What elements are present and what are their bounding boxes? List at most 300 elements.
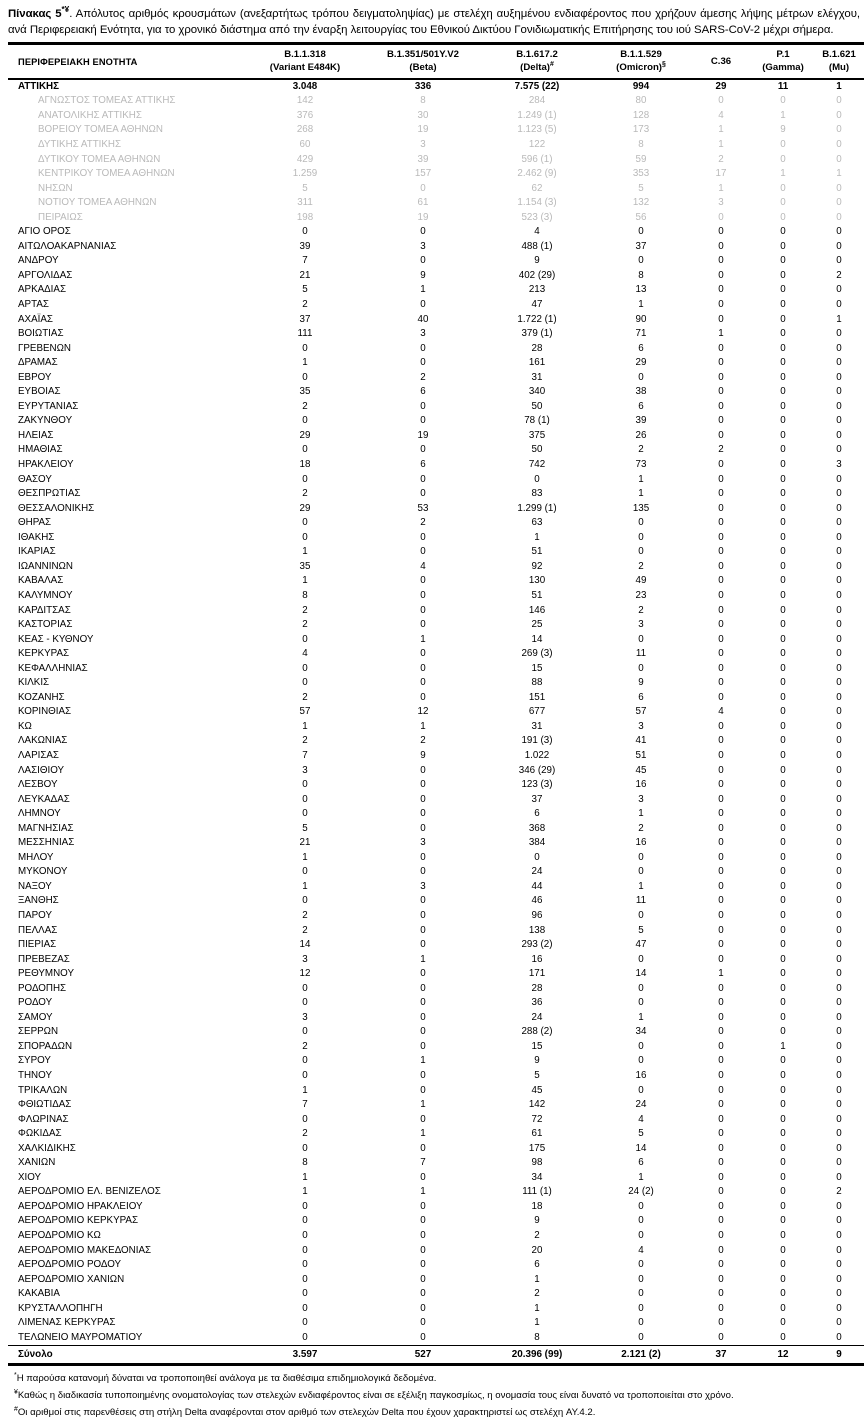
row-value: 0 [836, 1259, 842, 1271]
table-row [8, 982, 864, 997]
row-value: 16 [635, 779, 647, 791]
row-value: 3 [718, 197, 724, 209]
row-value: 1 [534, 1273, 540, 1285]
row-value: 3 [302, 953, 308, 965]
row-value: 6 [420, 459, 426, 471]
row-value: 0 [780, 342, 786, 354]
row-value: 31 [531, 371, 543, 383]
row-label: ΒΟΙΩΤΙΑΣ [18, 328, 64, 340]
row-value: 1 [718, 139, 724, 150]
row-label: ΑΕΡΟΔΡΟΜΙΟ ΡΟΔΟΥ [18, 1259, 122, 1271]
row-value: 0 [302, 866, 308, 878]
table-caption [8, 6, 860, 38]
row-value: 24 [531, 1011, 543, 1023]
row-value: 0 [718, 982, 724, 994]
row-value: 0 [420, 793, 426, 805]
row-value: 3 [302, 1011, 308, 1023]
row-value: 0 [718, 808, 724, 820]
row-value: 60 [299, 139, 311, 150]
row-value: 34 [635, 1026, 647, 1038]
row-value: 0 [780, 793, 786, 805]
row-value: 0 [718, 880, 724, 892]
row-label: ΑΧΑΪΑΣ [18, 313, 53, 325]
row-value: 0 [836, 1026, 842, 1038]
row-label: ΑΤΤΙΚΗΣ [18, 80, 59, 92]
row-value: 311 [297, 197, 313, 209]
row-value: 1.299 (1) [517, 502, 557, 514]
row-label: ΛΕΣΒΟΥ [18, 779, 58, 791]
row-value: 0 [718, 1230, 724, 1242]
row-value: 0 [780, 1128, 786, 1140]
row-value: 0 [718, 1142, 724, 1154]
table-row [8, 502, 864, 517]
row-value: 1 [638, 473, 644, 485]
row-value: 0 [718, 1259, 724, 1271]
row-value: 0 [836, 429, 842, 441]
row-value: 29 [635, 357, 647, 369]
row-value: 7 [302, 1099, 308, 1111]
row-value: 30 [417, 109, 429, 121]
row-value: 138 [528, 924, 546, 936]
row-value: 3 [420, 139, 426, 150]
row-value: 0 [534, 473, 540, 485]
row-value: 1 [302, 880, 308, 892]
row-value: 368 [528, 822, 546, 834]
column-header-region [8, 44, 246, 79]
row-label: ΣΕΡΡΩΝ [18, 1026, 59, 1038]
row-value: 0 [836, 546, 842, 558]
row-value: 5 [534, 1070, 540, 1081]
row-value: 37 [635, 240, 647, 252]
row-label: ΑΝΑΤΟΛΙΚΗΣ ΑΤΤΙΚΗΣ [38, 109, 142, 121]
row-value: 0 [780, 357, 786, 369]
row-value: 0 [718, 589, 724, 601]
row-value: 0 [420, 342, 426, 354]
row-value: 90 [635, 313, 647, 325]
row-value: 1 [534, 531, 540, 543]
row-value: 0 [780, 880, 786, 892]
row-value: 62 [531, 182, 543, 194]
table-row [8, 473, 864, 488]
row-value: 0 [638, 633, 644, 645]
footnote-text: Οι αριθμοί στις παρενθέσεις στη στήλη Delta αναφέρονται στον αριθμό των στελεχών Delta που έχουν χαρακτηριστεί ως στελέχη AY.4.2. [17, 1406, 596, 1418]
header-row [8, 44, 864, 79]
row-value: 9 [420, 749, 426, 761]
row-value: 0 [302, 517, 308, 529]
column-header-beta-line1: B.1.351/501Y.V2 [386, 49, 459, 61]
row-label: ΓΡΕΒΕΝΩΝ [18, 342, 72, 354]
row-label: ΤΕΛΩΝΕΙΟ ΜΑΥΡΟΜΑΤΙΟΥ [18, 1331, 143, 1343]
row-value: 0 [420, 473, 426, 485]
row-value: 0 [638, 662, 644, 674]
row-value: 36 [531, 997, 543, 1009]
row-label: ΔΡΑΜΑΣ [18, 357, 58, 369]
row-value: 0 [718, 415, 724, 427]
row-value: 0 [780, 459, 786, 471]
row-value: 0 [780, 444, 786, 456]
row-label: ΦΘΙΩΤΙΔΑΣ [18, 1099, 72, 1111]
row-value: 1 [420, 1055, 426, 1067]
row-label: ΑΕΡΟΔΡΟΜΙΟ ΕΛ. ΒΕΝΙΖΕΛΟΣ [18, 1186, 161, 1198]
row-label: ΚΑΡΔΙΤΣΑΣ [18, 604, 71, 616]
row-value: 73 [635, 459, 647, 471]
row-value: 0 [718, 677, 724, 689]
row-value: 0 [836, 1230, 842, 1242]
row-value: 25 [531, 619, 543, 631]
row-value: 0 [420, 1113, 426, 1125]
row-value: 0 [718, 1317, 724, 1329]
row-value: 0 [836, 226, 842, 238]
row-value: 3.048 [292, 80, 318, 92]
row-value: 3 [836, 459, 842, 471]
row-value: 51 [635, 749, 647, 761]
row-value: 0 [836, 793, 842, 805]
caption-label-superscript: *¥ [61, 5, 70, 15]
row-label: ΕΥΡΥΤΑΝΙΑΣ [18, 400, 79, 412]
row-label: ΛΑΡΙΣΑΣ [18, 749, 59, 761]
row-value: 0 [836, 1099, 842, 1111]
row-value: 24 (2) [628, 1186, 654, 1198]
row-value: 0 [302, 1230, 308, 1242]
row-value: 1 [534, 1317, 540, 1329]
row-value: 0 [302, 1113, 308, 1125]
row-value: 17 [715, 168, 727, 180]
table-row [8, 313, 864, 328]
row-value: 0 [302, 1302, 308, 1314]
footnote-marker: ¥ [14, 1388, 18, 1396]
row-value: 71 [635, 328, 647, 340]
row-value: 21 [299, 269, 311, 281]
row-value: 0 [302, 1055, 308, 1067]
table-row [8, 1258, 864, 1273]
row-value: 0 [302, 633, 308, 645]
row-label: ΚΕΡΚΥΡΑΣ [18, 648, 70, 660]
row-value: 1.154 (3) [517, 197, 557, 209]
table-row [8, 749, 864, 764]
row-value: 21 [299, 837, 311, 849]
table-row [8, 1229, 864, 1244]
row-value: 1 [780, 1040, 786, 1052]
row-value: 0 [836, 1331, 842, 1343]
row-value: 0 [780, 909, 786, 921]
row-value: 0 [302, 371, 308, 383]
row-value: 384 [528, 837, 546, 849]
table-row [8, 589, 864, 604]
row-value: 142 [296, 95, 314, 107]
row-value: 18 [299, 459, 311, 471]
row-value: 1 [836, 80, 842, 92]
row-value: 0 [718, 822, 724, 834]
row-value: 0 [780, 619, 786, 631]
row-label: ΡΟΔΟΠΗΣ [18, 982, 67, 994]
table-row [8, 822, 864, 837]
row-value: 2 [302, 691, 308, 703]
row-value: 0 [420, 400, 426, 412]
row-label: ΑΡΓΟΛΙΔΑΣ [18, 269, 73, 281]
row-value: 0 [302, 444, 308, 456]
row-value: 0 [420, 982, 426, 994]
row-value: 0 [836, 124, 842, 136]
row-value: 1.722 (1) [517, 313, 557, 325]
row-value: 0 [638, 531, 644, 543]
row-value: 0 [836, 531, 842, 543]
row-label: ΚΟΡΙΝΘΙΑΣ [18, 706, 72, 718]
row-value: 1 [780, 109, 786, 121]
row-value: 6 [534, 808, 540, 820]
caption-label: Πίνακας 5 [8, 8, 62, 20]
row-value: 0 [836, 371, 842, 383]
row-value: 0 [718, 997, 724, 1009]
row-value: 0 [780, 735, 786, 747]
row-value: 2 [534, 1288, 540, 1300]
row-label: ΑΓΝΩΣΤΟΣ ΤΟΜΕΑΣ ΑΤΤΙΚΗΣ [38, 95, 176, 107]
row-value: 0 [836, 1171, 842, 1183]
row-value: 15 [531, 1040, 543, 1052]
row-value: 0 [420, 1288, 426, 1300]
row-value: 29 [299, 429, 311, 441]
row-value: 45 [531, 1084, 543, 1096]
row-value: 0 [836, 560, 842, 572]
row-value: 0 [780, 1171, 786, 1183]
row-value: 1 [302, 720, 308, 732]
row-value: 0 [420, 1317, 426, 1329]
row-value: 0 [718, 720, 724, 732]
row-value: 0 [718, 1200, 724, 1212]
table-row [8, 967, 864, 982]
row-value: 0 [780, 386, 786, 398]
table-row [8, 269, 864, 284]
row-label: ΖΑΚΥΝΘΟΥ [18, 415, 73, 427]
total-row-label: Σύνολο [8, 1346, 246, 1365]
row-value: 0 [836, 1040, 842, 1052]
row-value: 40 [417, 313, 429, 325]
table-row [8, 1113, 864, 1128]
row-value: 0 [718, 284, 724, 296]
row-value: 96 [531, 909, 543, 921]
row-value: 0 [780, 648, 786, 660]
row-value: 5 [638, 924, 644, 936]
row-value: 0 [638, 982, 644, 994]
table-row [8, 1287, 864, 1302]
row-value: 3 [302, 764, 308, 776]
table-subrow [8, 182, 864, 197]
row-value: 0 [718, 1055, 724, 1067]
row-value: 994 [632, 80, 650, 92]
footnote [14, 1388, 860, 1405]
row-value: 0 [836, 851, 842, 863]
row-value: 39 [299, 240, 311, 252]
row-value: 0 [718, 575, 724, 587]
row-value: 346 (29) [518, 764, 556, 776]
row-value: 1 [302, 1186, 308, 1198]
row-value: 0 [718, 357, 724, 369]
table-row [8, 880, 864, 895]
table-row [8, 909, 864, 924]
row-value: 0 [780, 1113, 786, 1125]
row-value: 29 [299, 502, 311, 514]
row-value: 0 [718, 1040, 724, 1052]
row-value: 0 [718, 633, 724, 645]
row-value: 0 [836, 357, 842, 369]
row-value: 0 [420, 357, 426, 369]
row-value: 2 [302, 1128, 308, 1140]
row-value: 0 [718, 793, 724, 805]
row-value: 0 [718, 240, 724, 252]
row-value: 0 [420, 895, 426, 907]
row-value: 0 [420, 546, 426, 558]
row-label: ΘΑΣΟΥ [18, 473, 52, 485]
row-value: 4 [420, 560, 426, 572]
row-value: 146 [528, 604, 546, 616]
row-value: 5 [302, 284, 308, 296]
row-value: 0 [420, 1302, 426, 1314]
total-row-b11318: 3.597 [246, 1346, 364, 1365]
table-row [8, 836, 864, 851]
row-value: 12 [417, 706, 429, 718]
row-value: 0 [780, 560, 786, 572]
row-value: 14 [531, 633, 543, 645]
row-value: 0 [302, 1288, 308, 1300]
total-row-beta: 527 [364, 1346, 482, 1365]
row-value: 0 [638, 1273, 644, 1285]
row-value: 0 [836, 1055, 842, 1067]
row-value: 0 [420, 866, 426, 878]
row-value: 19 [417, 211, 429, 223]
row-value: 0 [302, 415, 308, 427]
row-value: 0 [780, 95, 786, 107]
row-value: 1 [836, 168, 842, 180]
row-value: 0 [420, 1259, 426, 1271]
row-value: 0 [718, 1157, 724, 1169]
row-value: 0 [836, 953, 842, 965]
row-value: 0 [836, 473, 842, 485]
row-value: 175 [528, 1142, 546, 1154]
row-value: 5 [638, 1128, 644, 1140]
row-value: 15 [531, 662, 543, 674]
table-row [8, 298, 864, 313]
row-value: 0 [780, 997, 786, 1009]
row-value: 0 [302, 895, 308, 907]
row-value: 0 [780, 895, 786, 907]
row-value: 2 [302, 1040, 308, 1052]
row-value: 0 [638, 1200, 644, 1212]
row-value: 1.123 (5) [517, 124, 557, 136]
row-value: 37 [531, 793, 543, 805]
row-value: 23 [635, 589, 647, 601]
row-value: 0 [420, 589, 426, 601]
row-value: 0 [836, 822, 842, 834]
row-label: ΣΥΡΟΥ [18, 1055, 51, 1067]
table-row [8, 705, 864, 720]
table-row [8, 1200, 864, 1215]
row-value: 0 [836, 1011, 842, 1023]
row-value: 0 [638, 953, 644, 965]
row-value: 1 [718, 124, 724, 136]
row-value: 171 [528, 968, 546, 980]
row-value: 0 [836, 909, 842, 921]
row-label: ΗΛΕΙΑΣ [18, 429, 54, 441]
row-value: 2 [836, 269, 842, 281]
row-value: 0 [780, 779, 786, 791]
row-value: 284 [528, 95, 546, 107]
row-value: 0 [638, 1288, 644, 1300]
row-value: 132 [632, 197, 650, 209]
row-value: 0 [836, 706, 842, 718]
row-value: 9 [638, 677, 644, 689]
row-value: 0 [780, 604, 786, 616]
table-row [8, 1244, 864, 1259]
row-label: ΕΒΡΟΥ [18, 371, 52, 383]
row-value: 0 [836, 619, 842, 631]
row-value: 0 [836, 1288, 842, 1300]
column-header-region-line1: ΠΕΡΙΦΕΡΕΙΑΚΗ ΕΝΟΤΗΤΑ [18, 56, 138, 67]
table-row [8, 1040, 864, 1055]
row-value: 0 [836, 255, 842, 267]
row-label: ΔΥΤΙΚΗΣ ΑΤΤΙΚΗΣ [38, 139, 122, 150]
row-value: 0 [718, 299, 724, 311]
footnote-text: Καθώς η διαδικασία τυποποιημένης ονοματολογίας των στελεχών ενδιαφέροντος είναι σε εξέλιξη παγκοσμίως, η ονομασία τους είναι δυνατό να τροποποιείται στο χρόνο. [17, 1389, 734, 1401]
row-value: 0 [420, 226, 426, 238]
table-row [8, 385, 864, 400]
row-value: 0 [780, 1142, 786, 1154]
row-label: ΑΡΤΑΣ [18, 299, 49, 311]
row-value: 0 [718, 371, 724, 383]
row-value: 2 [420, 517, 426, 529]
row-value: 1 [638, 1011, 644, 1023]
row-value: 7 [302, 255, 308, 267]
footnote [14, 1371, 860, 1388]
row-value: 0 [780, 1055, 786, 1067]
total-row-mu: 9 [814, 1346, 864, 1365]
row-label: ΛΙΜΕΝΑΣ ΚΕΡΚΥΡΑΣ [18, 1317, 116, 1329]
row-value: 16 [635, 837, 647, 849]
row-value: 2 [534, 1230, 540, 1242]
table-row [8, 1084, 864, 1099]
row-value: 0 [836, 444, 842, 456]
row-value: 0 [836, 633, 842, 645]
row-value: 0 [420, 1215, 426, 1227]
row-value: 0 [302, 1273, 308, 1285]
row-value: 0 [302, 531, 308, 543]
row-value: 0 [780, 284, 786, 296]
table-row [8, 414, 864, 429]
row-value: 0 [718, 851, 724, 863]
row-value: 0 [836, 968, 842, 980]
row-value: 0 [836, 299, 842, 311]
row-value: 0 [836, 735, 842, 747]
row-value: 6 [420, 386, 426, 398]
table-row [8, 938, 864, 953]
row-label: ΗΜΑΘΙΑΣ [18, 444, 63, 456]
row-value: 2 [638, 444, 644, 456]
row-value: 0 [302, 677, 308, 689]
row-value: 2 [836, 1186, 842, 1198]
row-value: 19 [417, 124, 429, 136]
row-value: 488 (1) [521, 240, 553, 252]
row-value: 0 [420, 1331, 426, 1343]
table-row [8, 1171, 864, 1186]
row-value: 0 [638, 997, 644, 1009]
row-value: 0 [780, 1302, 786, 1314]
footnotes-block [14, 1371, 860, 1421]
row-value: 2 [302, 400, 308, 412]
row-value: 0 [420, 1142, 426, 1154]
row-value: 16 [635, 1070, 647, 1081]
row-value: 0 [780, 1186, 786, 1198]
row-value: 0 [420, 1171, 426, 1183]
row-value: 0 [638, 255, 644, 267]
table-row [8, 487, 864, 502]
